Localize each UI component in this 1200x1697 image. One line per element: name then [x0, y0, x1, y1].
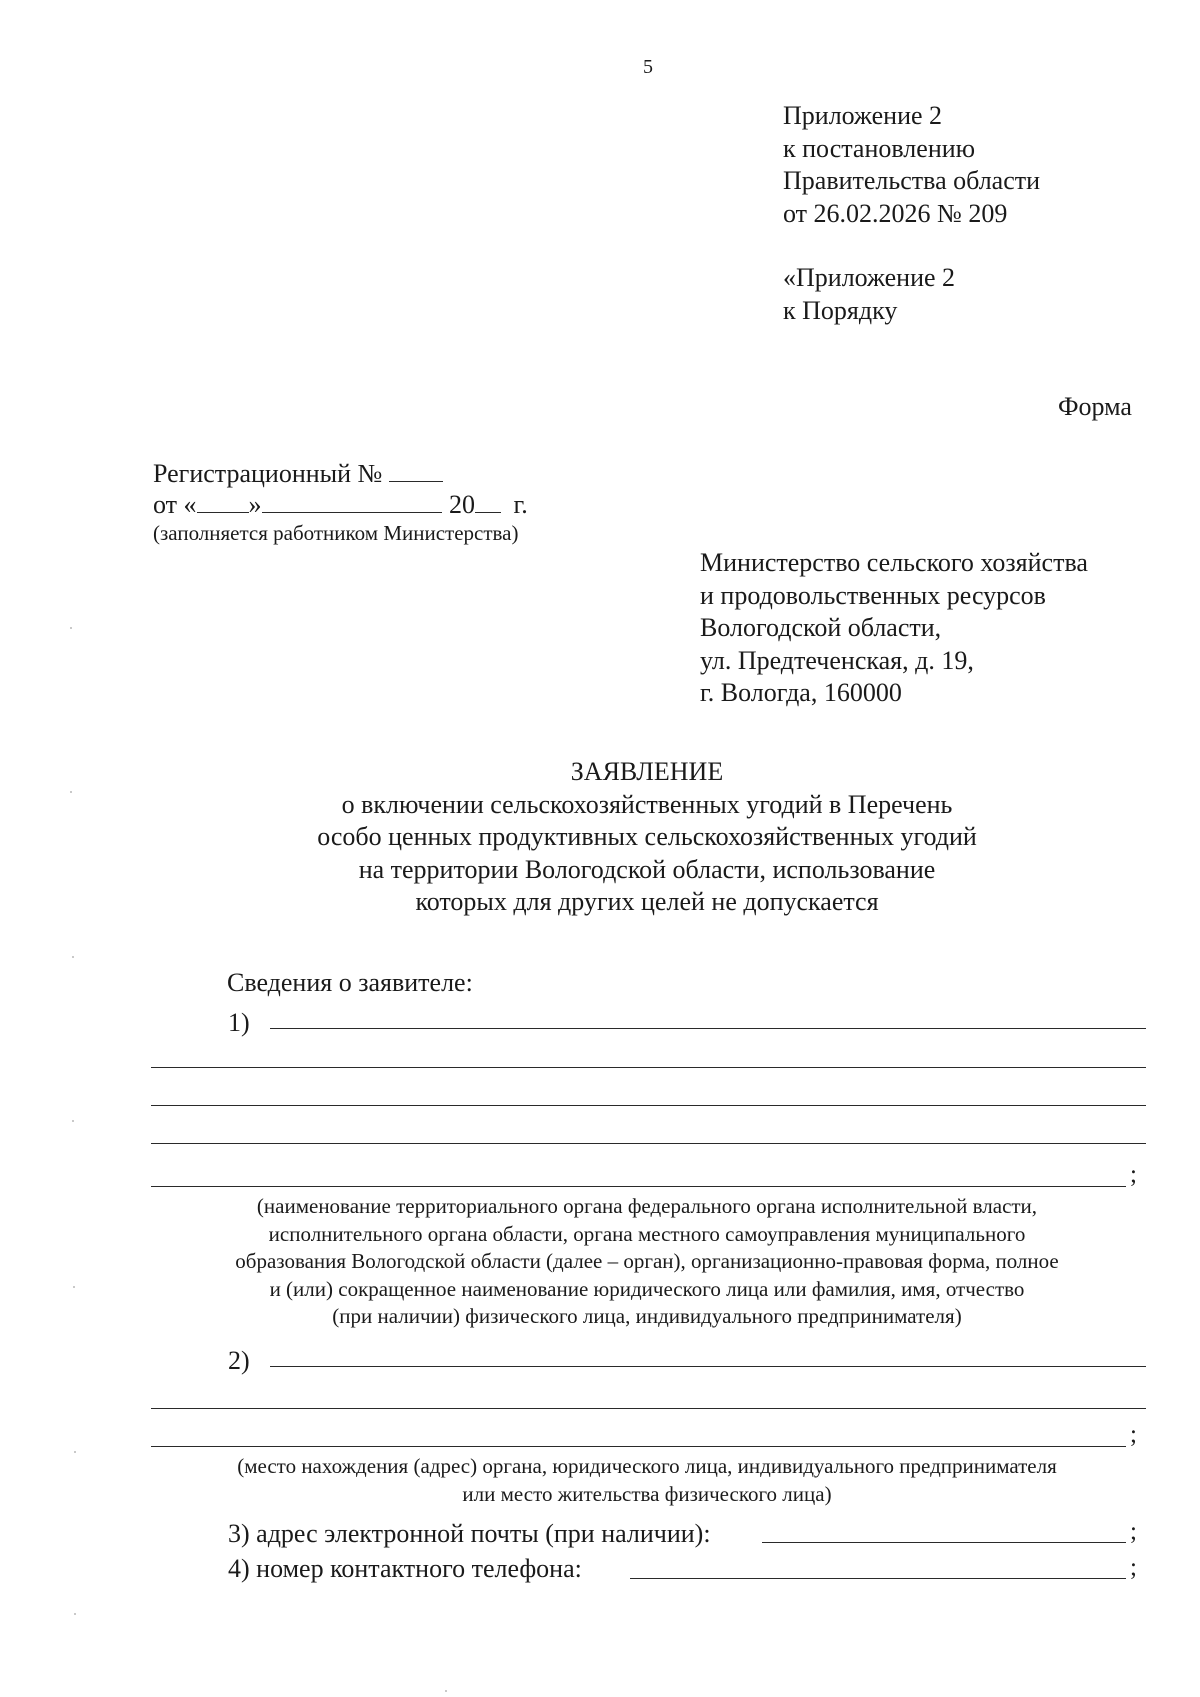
date-month-field[interactable] [262, 490, 442, 513]
addressee [700, 547, 1088, 710]
statement-heading: ЗАЯВЛЕНИЕ [570, 757, 724, 786]
item1-caption-line: (наименование территориального органа федерального органа исполнительной власти, [256, 1194, 1038, 1218]
scan-speck [72, 1120, 74, 1122]
registration-note: (заполняется работником Министерства) [153, 521, 519, 545]
item2-semicolon: ; [1130, 1421, 1137, 1448]
appendix-header-line: Правительства области [783, 166, 1041, 195]
phone-field-line[interactable] [630, 1578, 1126, 1579]
statement-subtitle-line: особо ценных продуктивных сельскохозяйственных угодий [317, 822, 977, 851]
item1-caption-line: и (или) сокращенное наименование юридического лица или фамилия, имя, отчество [269, 1276, 1025, 1301]
appendix-header-line: к постановлению [783, 133, 976, 163]
scan-speck [445, 1690, 447, 1692]
item1-field-line[interactable] [151, 1186, 1126, 1187]
scan-speck [70, 791, 72, 793]
item1-field-line[interactable] [151, 1105, 1146, 1106]
scan-speck [74, 1451, 76, 1453]
item2-caption-line: или место жительства физического лица) [462, 1481, 832, 1506]
item3-semicolon: ; [1130, 1518, 1137, 1545]
date-day-field[interactable] [197, 490, 249, 513]
appendix-header-line: Приложение 2 [783, 101, 943, 130]
registration-date [153, 488, 528, 521]
scan-speck [72, 956, 74, 958]
scan-speck [70, 627, 72, 629]
appendix-header-line: от 26.02.2026 № 209 [783, 198, 1008, 228]
item1-semicolon: ; [1130, 1161, 1137, 1188]
statement-title [150, 756, 1144, 919]
item1-field-line[interactable] [151, 1067, 1146, 1068]
scan-speck [73, 1286, 75, 1288]
registration-number-label: Регистрационный № [153, 459, 383, 488]
item4-semicolon: ; [1130, 1554, 1137, 1581]
year-suffix: г. [513, 490, 528, 519]
addressee-line: Вологодской области, [700, 613, 942, 642]
statement-subtitle-line: которых для других целей не допускается [415, 887, 879, 916]
item2-field-line[interactable] [270, 1366, 1146, 1367]
item2-caption [150, 1453, 1144, 1508]
addressee-line: и продовольственных ресурсов [700, 580, 1046, 610]
item3-label: 3) адрес электронной почты (при наличии): [228, 1519, 711, 1548]
statement-subtitle-line: о включении сельскохозяйственных угодий в Перечень [341, 789, 953, 819]
scan-speck [74, 1613, 76, 1615]
item1-caption-line: образования Вологодской области (далее – орган), организационно-правовая форма, полное [235, 1249, 1059, 1273]
item4-label: 4) номер контактного телефона: [228, 1554, 582, 1583]
item2-field-line[interactable] [151, 1408, 1146, 1409]
date-prefix: от « [153, 490, 197, 519]
item1-field-line[interactable] [270, 1028, 1146, 1029]
item2-number: 2) [228, 1346, 250, 1375]
item1-field-line[interactable] [151, 1143, 1146, 1144]
item2-field-line[interactable] [151, 1446, 1126, 1447]
addressee-line: Министерство сельского хозяйства [700, 548, 1088, 577]
item1-number: 1) [228, 1008, 250, 1037]
item1-caption-line: исполнительного органа области, органа местного самоуправления муниципального [268, 1221, 1026, 1246]
item1-caption-line: (при наличии) физического лица, индивидуального предпринимателя) [332, 1304, 962, 1328]
appendix-header [783, 100, 1040, 230]
applicant-heading: Сведения о заявителе: [227, 968, 473, 997]
statement-subtitle-line: на территории Вологодской области, использование [358, 854, 936, 884]
order-appendix-line: «Приложение 2 [783, 263, 956, 292]
page-number: 5 [643, 56, 653, 78]
item2-caption-line: (место нахождения (адрес) органа, юридического лица, индивидуального предпринимателя [237, 1454, 1057, 1478]
addressee-line: ул. Предтеченская, д. 19, [700, 645, 974, 675]
registration-number [153, 457, 443, 490]
order-appendix [783, 262, 955, 327]
date-mid: » [248, 490, 262, 519]
item1-caption [150, 1193, 1144, 1331]
date-year-field[interactable] [475, 490, 501, 513]
addressee-line: г. Вологда, 160000 [700, 678, 902, 707]
registration-number-field[interactable] [389, 459, 443, 482]
year-prefix: 20 [449, 490, 476, 519]
order-appendix-line: к Порядку [783, 295, 898, 325]
email-field-line[interactable] [762, 1542, 1126, 1543]
form-label: Форма [1058, 392, 1132, 421]
